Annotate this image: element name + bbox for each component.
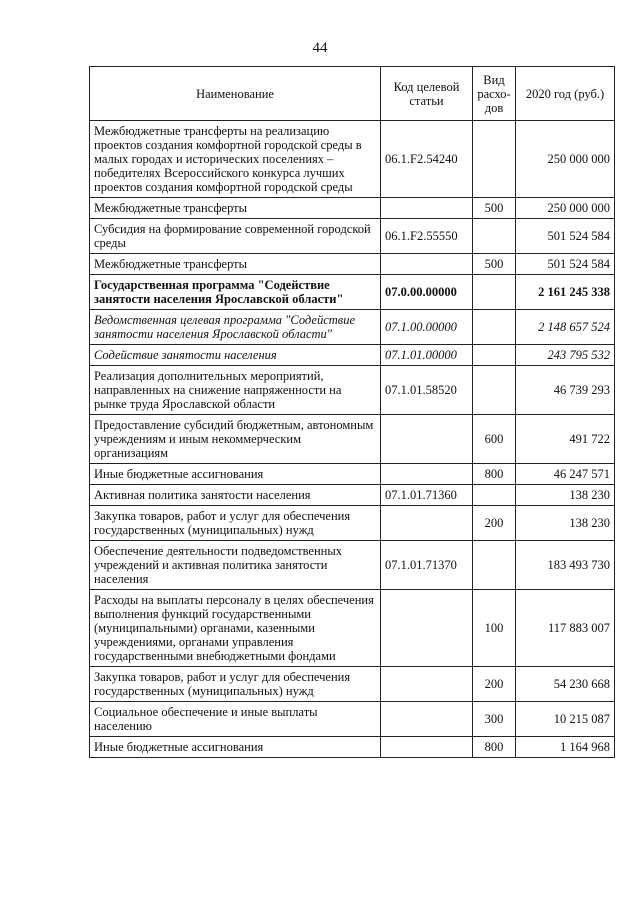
cell-name: Закупка товаров, работ и услуг для обеспечения государственных (муниципальных) нужд (90, 506, 381, 541)
table-row (90, 198, 615, 219)
table-row (90, 366, 615, 415)
table-row (90, 702, 615, 737)
cell-type: 500 (473, 254, 516, 275)
table-row (90, 667, 615, 702)
cell-type: 200 (473, 506, 516, 541)
cell-sum: 243 795 532 (516, 345, 615, 366)
table-row (90, 415, 615, 464)
cell-name: Межбюджетные трансферты на реализацию проектов создания комфортной городской среды в малых городах и исторических поселениях – победителях Всероссийского конкурса лучших проектов создания комфортной городской среды (90, 121, 381, 198)
cell-code: 07.1.00.00000 (381, 310, 473, 345)
cell-name: Межбюджетные трансферты (90, 254, 381, 275)
cell-sum: 46 247 571 (516, 464, 615, 485)
cell-sum: 138 230 (516, 506, 615, 541)
table-row (90, 345, 615, 366)
cell-code (381, 702, 473, 737)
cell-code: 06.1.F2.54240 (381, 121, 473, 198)
cell-type (473, 219, 516, 254)
cell-type (473, 275, 516, 310)
cell-name: Иные бюджетные ассигнования (90, 464, 381, 485)
cell-name: Социальное обеспечение и иные выплаты населению (90, 702, 381, 737)
cell-sum: 138 230 (516, 485, 615, 506)
cell-name: Реализация дополнительных мероприятий, направленных на снижение напряженности на рынке труда Ярославской области (90, 366, 381, 415)
cell-code (381, 737, 473, 758)
table-header-row (90, 67, 615, 121)
table-row (90, 254, 615, 275)
cell-sum: 10 215 087 (516, 702, 615, 737)
cell-name: Содействие занятости населения (90, 345, 381, 366)
cell-type (473, 541, 516, 590)
cell-name: Иные бюджетные ассигнования (90, 737, 381, 758)
cell-type: 200 (473, 667, 516, 702)
cell-name: Межбюджетные трансферты (90, 198, 381, 219)
cell-type: 800 (473, 464, 516, 485)
cell-code (381, 590, 473, 667)
cell-sum: 501 524 584 (516, 254, 615, 275)
cell-sum: 501 524 584 (516, 219, 615, 254)
page-number: 44 (312, 40, 328, 56)
cell-type: 300 (473, 702, 516, 737)
cell-sum: 2 148 657 524 (516, 310, 615, 345)
cell-code (381, 464, 473, 485)
cell-code: 07.1.01.58520 (381, 366, 473, 415)
cell-name: Государственная программа "Содействие занятости населения Ярославской области" (90, 275, 381, 310)
table-row (90, 506, 615, 541)
cell-code: 07.1.01.00000 (381, 345, 473, 366)
cell-sum: 250 000 000 (516, 121, 615, 198)
cell-code (381, 254, 473, 275)
table-row (90, 310, 615, 345)
table-row (90, 464, 615, 485)
cell-sum: 46 739 293 (516, 366, 615, 415)
table-row (90, 737, 615, 758)
cell-sum: 54 230 668 (516, 667, 615, 702)
cell-code: 07.0.00.00000 (381, 275, 473, 310)
cell-code (381, 198, 473, 219)
cell-type (473, 366, 516, 415)
budget-table (89, 66, 615, 758)
cell-sum: 1 164 968 (516, 737, 615, 758)
cell-type: 500 (473, 198, 516, 219)
table-row (90, 219, 615, 254)
table-row (90, 541, 615, 590)
table-row (90, 590, 615, 667)
cell-name: Обеспечение деятельности подведомственных учреждений и активная политика занятости населения (90, 541, 381, 590)
header-name: Наименование (90, 67, 381, 121)
cell-sum: 183 493 730 (516, 541, 615, 590)
cell-sum: 2 161 245 338 (516, 275, 615, 310)
table-row (90, 121, 615, 198)
table-row (90, 275, 615, 310)
cell-sum: 117 883 007 (516, 590, 615, 667)
cell-type: 100 (473, 590, 516, 667)
cell-name: Предоставление субсидий бюджетным, автономным учреждениям и иным некоммерческим организациям (90, 415, 381, 464)
cell-code (381, 415, 473, 464)
cell-code (381, 667, 473, 702)
cell-code: 07.1.01.71360 (381, 485, 473, 506)
cell-name: Закупка товаров, работ и услуг для обеспечения государственных (муниципальных) нужд (90, 667, 381, 702)
cell-type (473, 121, 516, 198)
table-row (90, 485, 615, 506)
cell-name: Активная политика занятости населения (90, 485, 381, 506)
cell-type (473, 485, 516, 506)
cell-sum: 250 000 000 (516, 198, 615, 219)
cell-code: 06.1.F2.55550 (381, 219, 473, 254)
cell-code: 07.1.01.71370 (381, 541, 473, 590)
cell-type (473, 310, 516, 345)
cell-code (381, 506, 473, 541)
header-type: Вид расхо-дов (473, 67, 516, 121)
header-code: Код целевой статьи (381, 67, 473, 121)
cell-sum: 491 722 (516, 415, 615, 464)
cell-name: Субсидия на формирование современной городской среды (90, 219, 381, 254)
cell-name: Расходы на выплаты персоналу в целях обеспечения выполнения функций государственными (муниципальными) органами, казенными учреждениями, органами управления государственными внебюджетными фондами (90, 590, 381, 667)
cell-type: 800 (473, 737, 516, 758)
cell-type: 600 (473, 415, 516, 464)
header-sum: 2020 год (руб.) (516, 67, 615, 121)
cell-name: Ведомственная целевая программа "Содействие занятости населения Ярославской области" (90, 310, 381, 345)
cell-type (473, 345, 516, 366)
